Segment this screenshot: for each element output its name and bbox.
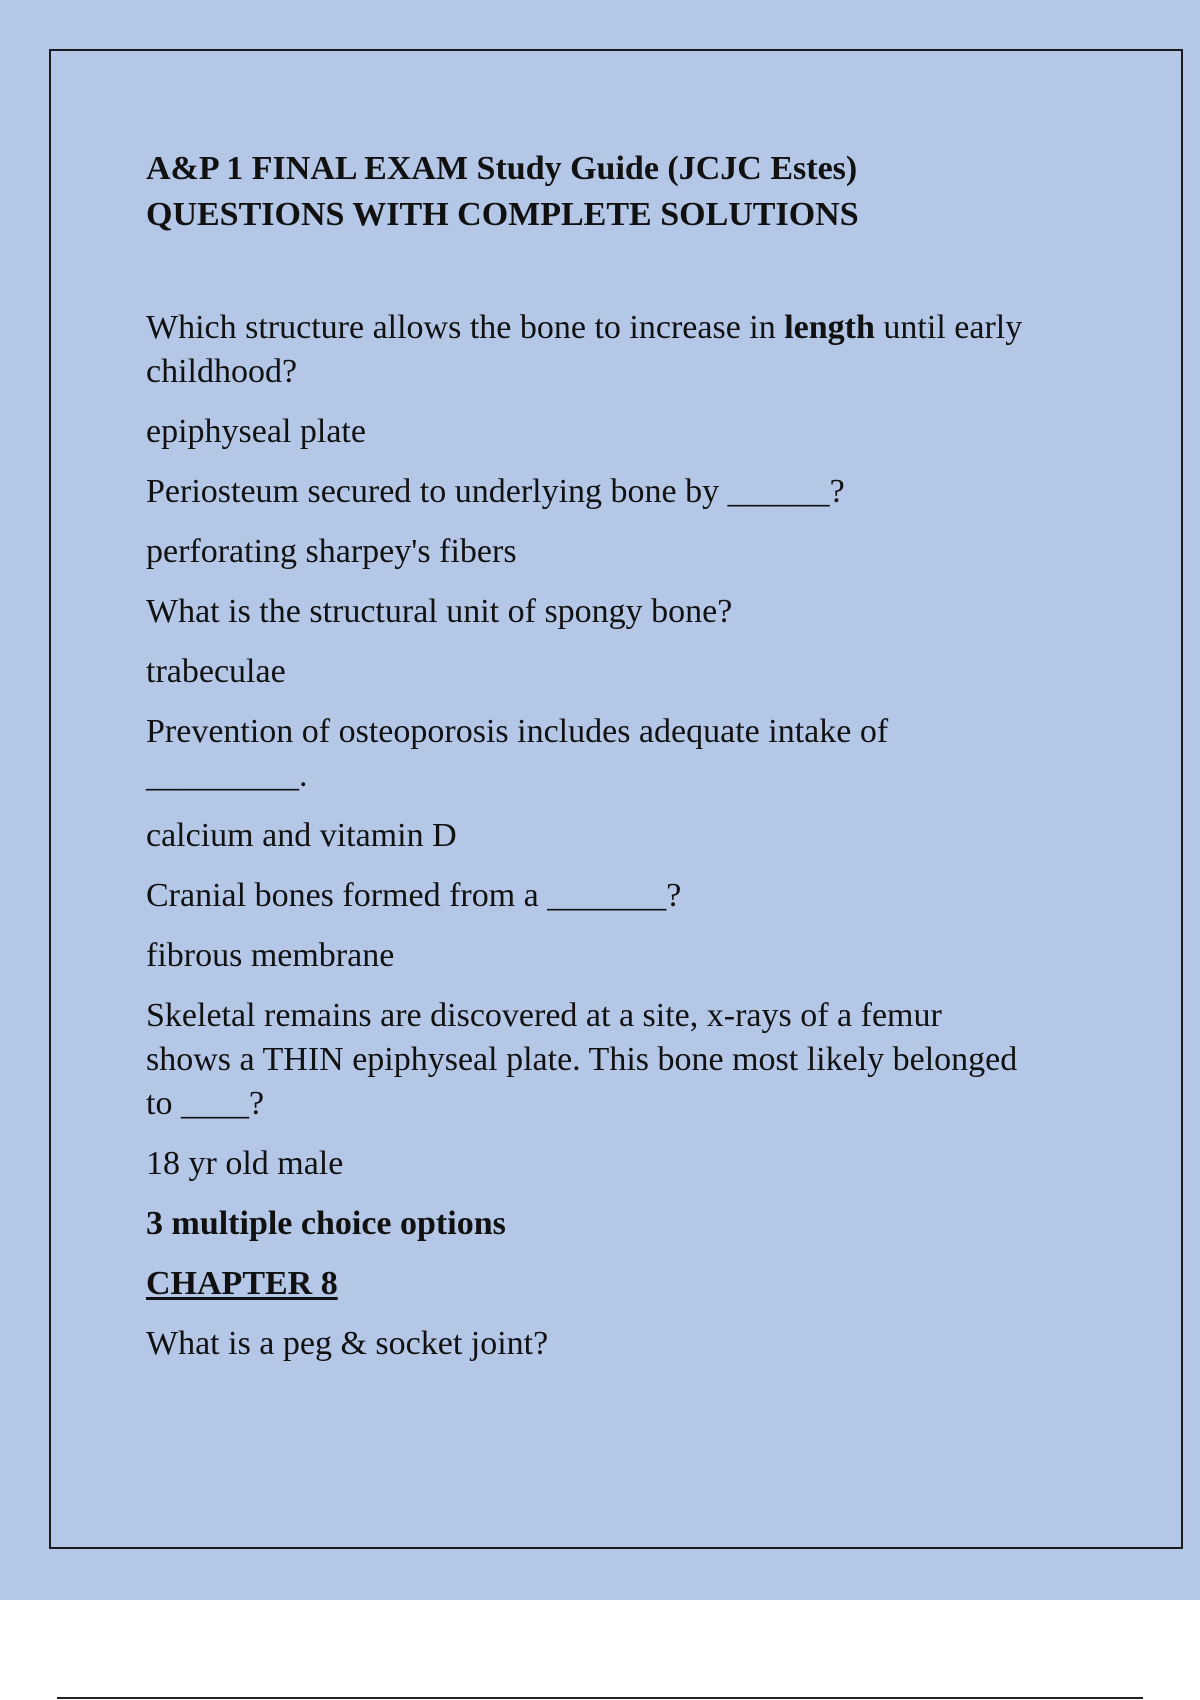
title-line-1: A&P 1 FINAL EXAM Study Guide (JCJC Estes) [146,150,858,187]
chapter-heading: CHAPTER 8 [146,1265,338,1302]
footer-divider [57,1697,1143,1699]
question-2: Periosteum secured to underlying bone by ______? [146,473,845,510]
question-4 [146,710,1096,798]
answer-3: trabeculae [146,653,286,690]
question-5: Cranial bones formed from a _______? [146,877,682,914]
question-6-line-1: Skeletal remains are discovered at a site, x-rays of a femur [146,997,942,1034]
question-1-start: Which structure allows the bone to increase in [146,309,785,346]
answer-2: perforating sharpey's fibers [146,533,517,570]
qa-list [146,306,1096,1366]
question-4-line-2: _________. [146,757,308,794]
multiple-choice-note: 3 multiple choice options [146,1205,506,1242]
title-line-2: QUESTIONS WITH COMPLETE SOLUTIONS [146,196,859,233]
question-7: What is a peg & socket joint? [146,1325,549,1362]
question-6 [146,994,1096,1126]
question-3: What is the structural unit of spongy bone? [146,593,733,630]
question-1-emphasis: length [784,309,875,346]
question-6-line-2: shows a THIN epiphyseal plate. This bone most likely belonged [146,1041,1018,1078]
document-body [146,146,1096,1382]
answer-5: fibrous membrane [146,937,395,974]
answer-1: epiphyseal plate [146,413,366,450]
question-6-line-3: to ____? [146,1085,265,1122]
answer-4: calcium and vitamin D [146,817,457,854]
answer-6: 18 yr old male [146,1145,344,1182]
question-1 [146,306,1096,394]
question-4-line-1: Prevention of osteoporosis includes adequate intake of [146,713,889,750]
document-title [146,146,1096,238]
question-1-end: until early childhood? [146,309,1023,390]
